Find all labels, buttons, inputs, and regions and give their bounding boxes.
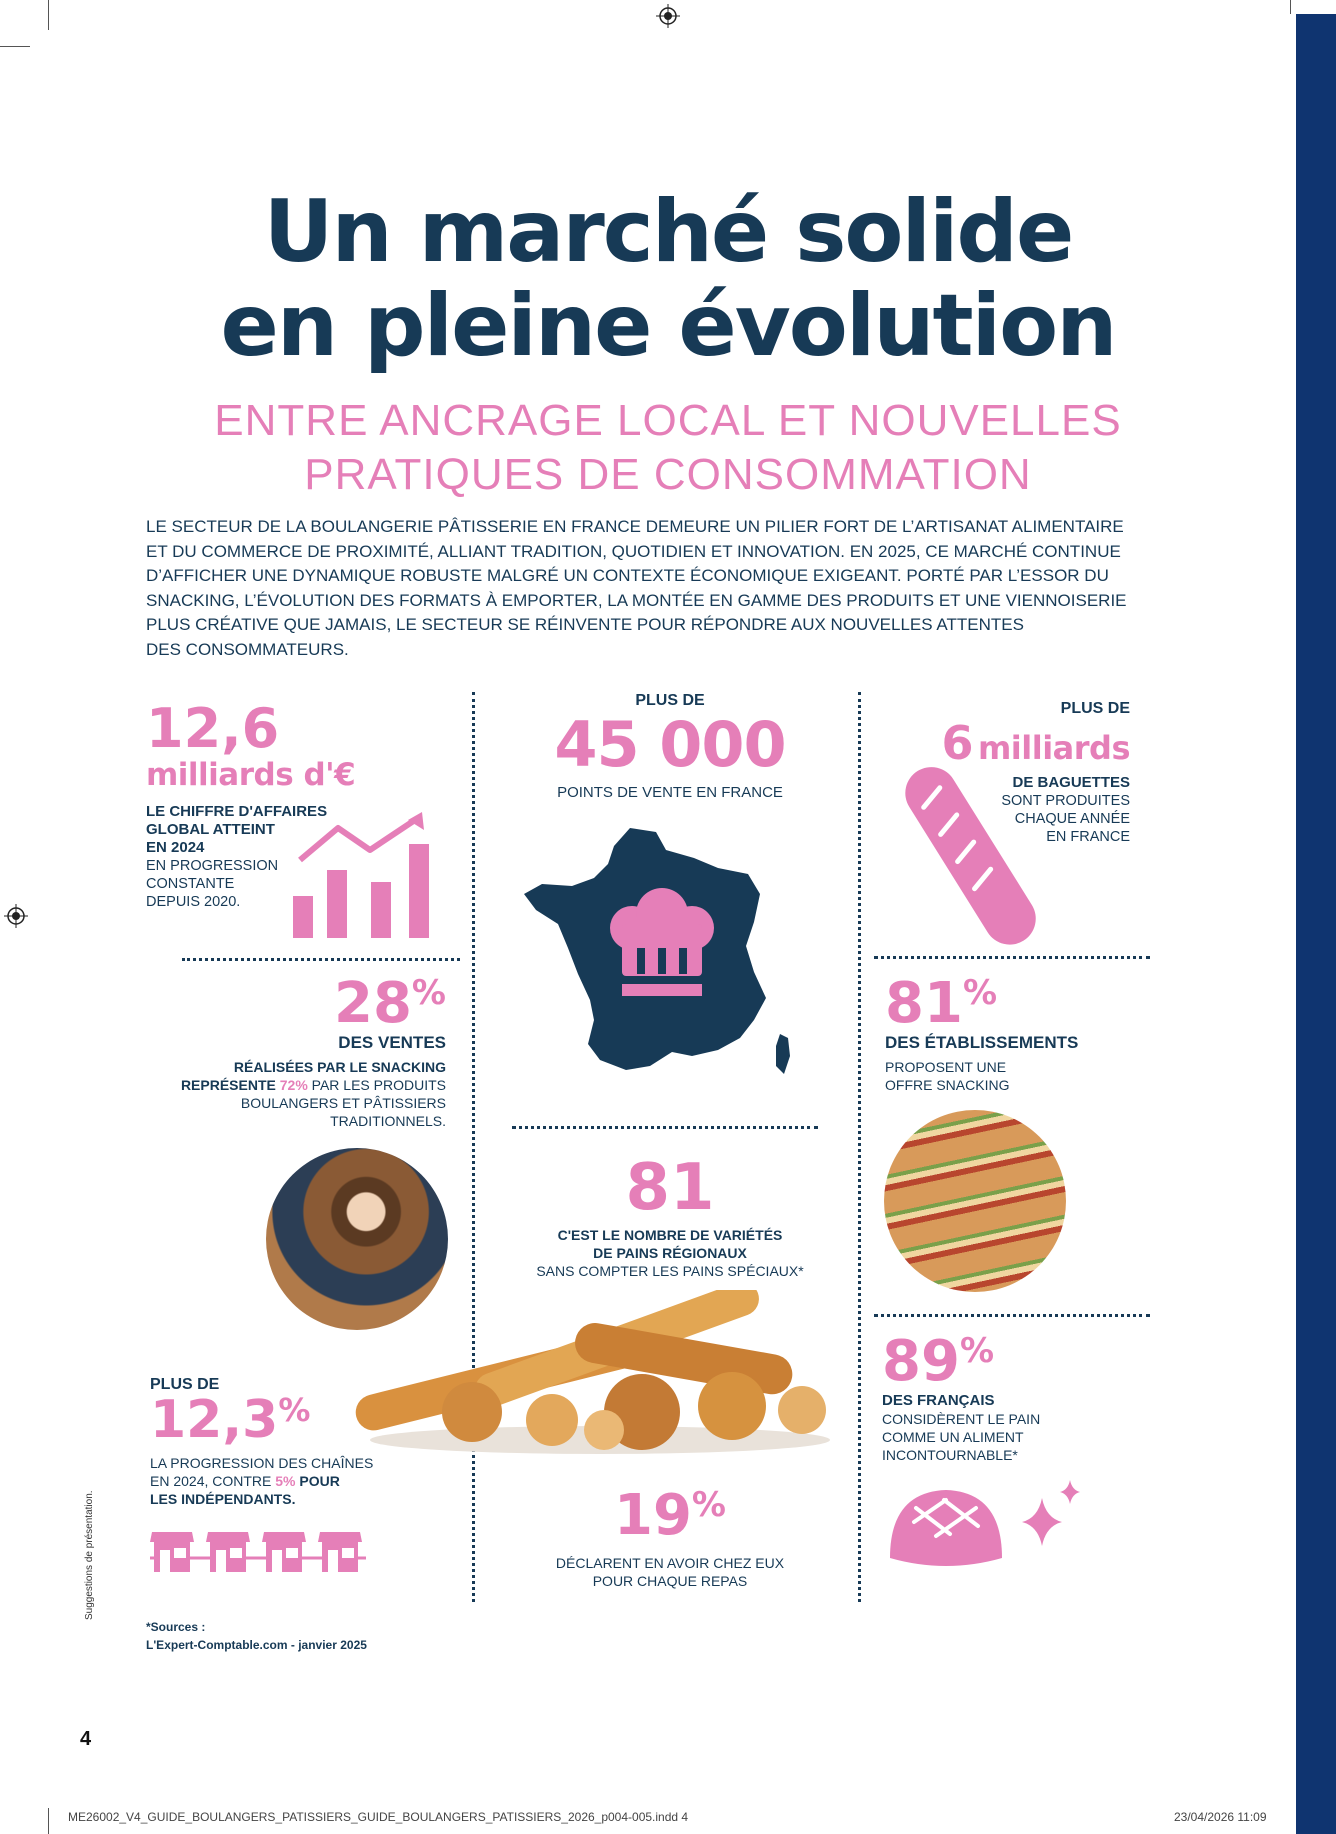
baguette-icon <box>900 760 1040 950</box>
stat-label: EN FRANCE <box>1046 829 1130 845</box>
stat-label: LE CHIFFRE D'AFFAIRES <box>146 803 328 820</box>
france-map-chef-hat-icon <box>522 824 802 1086</box>
page-title <box>0 182 1336 376</box>
page-number: 4 <box>80 1728 92 1750</box>
title-line-1: Un marché solide <box>263 182 1073 282</box>
stat-label: DES VENTES <box>338 1033 446 1052</box>
stat-value: 28 <box>333 971 412 1036</box>
stat-value: 12,6 <box>146 697 280 760</box>
intro-line: LE SECTEUR DE LA BOULANGERIE PÂTISSERIE EN FRANCE DEMEURE UN PILIER FORT DE L’ARTISANAT ALIMENTAIRE <box>146 517 1124 536</box>
sources-title: *Sources : <box>146 1620 206 1634</box>
crop-mark <box>48 0 49 30</box>
sandwiches-photo <box>884 1110 1066 1292</box>
stat-label-part: REPRÉSENTE <box>180 1077 280 1093</box>
stat-chaines <box>150 1376 460 1508</box>
stat-label: OFFRE SNACKING <box>885 1077 1010 1093</box>
stat-label: LA PROGRESSION DES CHAÎNES <box>150 1455 374 1471</box>
stat-label: DES FRANÇAIS <box>882 1392 995 1409</box>
stat-points-de-vente <box>500 692 840 802</box>
stat-prefix: PLUS DE <box>150 1376 220 1393</box>
divider-vertical <box>472 692 475 1602</box>
divider-vertical <box>858 692 861 1602</box>
stat-label <box>150 1472 460 1490</box>
stat-label: INCONTOURNABLE* <box>882 1447 1018 1463</box>
stat-label: LES INDÉPENDANTS. <box>150 1491 296 1507</box>
intro-line: ET DU COMMERCE DE PROXIMITÉ, ALLIANT TRADITION, QUOTIDIEN ET INNOVATION. EN 2025, CE MARCHÉ CONTINUE <box>146 541 1121 561</box>
title-line-2: en pleine évolution <box>220 276 1116 376</box>
stat-label: DES ÉTABLISSEMENTS <box>885 1033 1079 1052</box>
intro-paragraph <box>146 515 1156 662</box>
divider-horizontal <box>874 956 1150 959</box>
stat-label-part: PAR LES PRODUITS <box>307 1077 446 1093</box>
growth-chart-icon <box>290 812 440 942</box>
stat-label: PROPOSENT UNE <box>885 1059 1007 1075</box>
sources <box>146 1620 367 1652</box>
stat-label: SONT PRODUITES <box>1001 793 1130 809</box>
stat-prefix: PLUS DE <box>635 692 705 709</box>
stat-label: DE PAINS RÉGIONAUX <box>593 1245 747 1261</box>
intro-line: SNACKING, L’ÉVOLUTION DES FORMATS À EMPORTER, LA MONTÉE EN GAMME DES PRODUITS ET UNE VIENNOISERIE <box>146 590 1127 610</box>
footer-date: 23/04/2026 11:09 <box>1174 1810 1267 1824</box>
stat-percent: % <box>278 1391 311 1429</box>
stat-percent: % <box>691 1485 726 1525</box>
stat-varietes <box>500 1151 840 1280</box>
stat-label: GLOBAL ATTEINT <box>146 821 275 838</box>
stat-label: COMME UN ALIMENT <box>882 1429 1024 1445</box>
stat-label-part: EN 2024, CONTRE <box>150 1473 276 1489</box>
stat-value: 19 <box>613 1483 692 1548</box>
stat-unit: milliards d'€ <box>146 757 356 793</box>
stat-label: POUR CHAQUE REPAS <box>592 1573 748 1589</box>
stat-label: SANS COMPTER LES PAINS SPÉCIAUX* <box>536 1263 804 1279</box>
stat-prefix: PLUS DE <box>1060 700 1130 717</box>
stat-percent: % <box>962 973 998 1013</box>
stat-label: DE BAGUETTES <box>1012 774 1130 791</box>
stat-value: 45 000 <box>554 708 786 781</box>
stat-ventes-snacking <box>150 971 446 1130</box>
crop-mark <box>1290 0 1291 14</box>
stat-label: CONSIDÈRENT LE PAIN <box>882 1411 1041 1427</box>
stat-value: 89 <box>882 1329 960 1394</box>
stat-label: CHAQUE ANNÉE <box>1014 811 1130 827</box>
stat-highlight: 72% <box>279 1077 308 1093</box>
stat-value: 81 <box>625 1151 715 1225</box>
footer-file: ME26002_V4_GUIDE_BOULANGERS_PATISSIERS_GUIDE_BOULANGERS_PATISSIERS_2026_p004-005.indd 4 <box>68 1810 689 1824</box>
stat-label: POINTS DE VENTE EN FRANCE <box>557 784 783 801</box>
stat-label: DÉCLARENT EN AVOIR CHEZ EUX <box>555 1555 785 1571</box>
stat-label: C'EST LE NOMBRE DE VARIÉTÉS <box>557 1227 783 1243</box>
registration-mark-icon <box>4 904 28 928</box>
divider-horizontal <box>874 1314 1150 1317</box>
intro-line: PLUS CRÉATIVE QUE JAMAIS, LE SECTEUR SE RÉINVENTE POUR RÉPONDRE AUX NOUVELLES ATTENTES <box>146 615 1024 634</box>
stat-label: BOULANGERS ET PÂTISSIERS <box>240 1095 446 1111</box>
stat-repas <box>500 1483 840 1590</box>
divider-horizontal <box>182 958 460 961</box>
stat-value: 81 <box>885 971 963 1036</box>
stat-highlight: 5% <box>275 1473 296 1489</box>
page-subtitle <box>0 394 1336 502</box>
stat-label: CONSTANTE <box>146 876 235 892</box>
stat-label: DEPUIS 2020. <box>146 894 241 910</box>
crop-mark <box>0 46 30 47</box>
shop-fronts-icon <box>150 1528 366 1574</box>
crop-mark <box>48 1808 49 1834</box>
bread-loaf-sparkle-icon <box>886 1478 1086 1578</box>
registration-mark-icon <box>656 4 680 28</box>
stat-unit: milliards <box>977 729 1130 767</box>
subtitle-line-2: PRATIQUES DE CONSOMMATION <box>304 450 1032 499</box>
stat-label: RÉALISÉES PAR LE SNACKING <box>233 1059 446 1075</box>
sources-text: L'Expert-Comptable.com - janvier 2025 <box>146 1638 367 1652</box>
stat-value: 6 <box>941 716 974 770</box>
stat-percent: % <box>959 1331 995 1371</box>
intro-line: D’AFFICHER UNE DYNAMIQUE ROBUSTE MALGRÉ UN CONTEXTE ÉCONOMIQUE EXIGEANT. PORTÉ PAR L’ESSOR DU <box>146 566 1109 585</box>
stat-label: TRADITIONNELS. <box>330 1113 446 1129</box>
subtitle-line-1: ENTRE ANCRAGE LOCAL ET NOUVELLES <box>214 396 1122 445</box>
stat-value: 12,3 <box>150 1390 279 1450</box>
stat-label: EN PROGRESSION <box>146 858 279 874</box>
stat-label: EN 2024 <box>146 839 205 856</box>
stat-etablissements <box>885 971 1155 1094</box>
stat-percent: % <box>411 973 446 1013</box>
stat-label-part: POUR <box>295 1473 340 1489</box>
stat-francais <box>882 1329 1152 1464</box>
side-note: Suggestions de présentation. <box>84 1490 95 1620</box>
divider-horizontal <box>512 1126 818 1129</box>
stat-label <box>150 1076 446 1094</box>
intro-line: DES CONSOMMATEURS. <box>146 639 349 659</box>
